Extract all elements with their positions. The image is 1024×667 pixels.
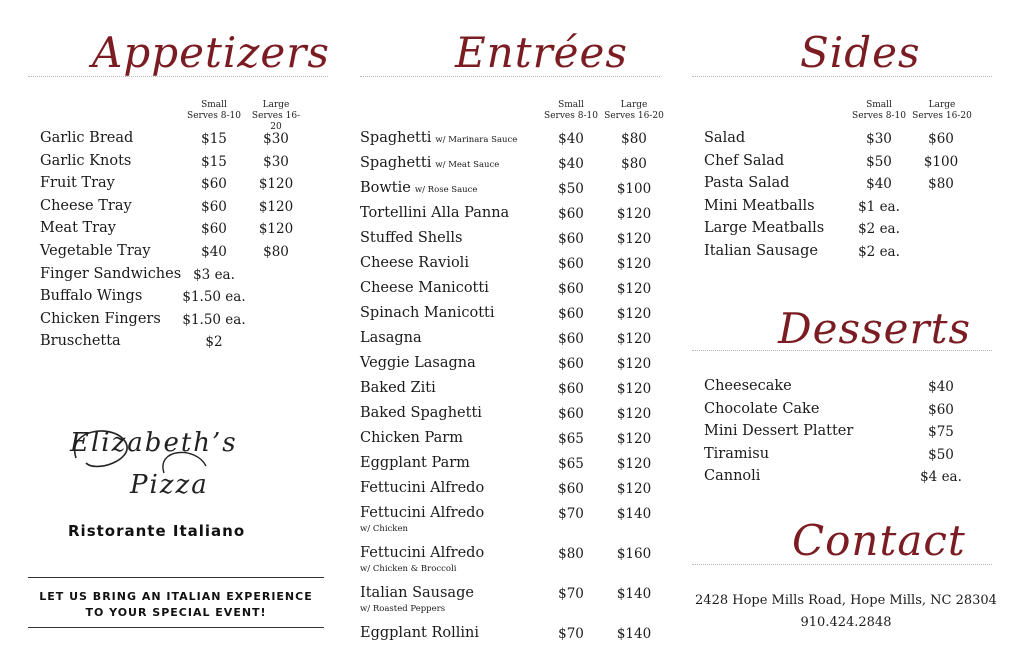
entree-small-price: $60 [558, 256, 584, 272]
entree-item [360, 255, 469, 271]
entree-large-price: $80 [621, 131, 647, 147]
sides-divider [692, 76, 992, 77]
entree-small-price: $60 [558, 281, 584, 297]
desserts-heading: Desserts [778, 304, 972, 353]
entree-item [360, 155, 499, 171]
appetizer-large-price: $80 [263, 244, 289, 260]
entree-subnote: w/ Chicken & Broccoli [360, 564, 457, 574]
entree-small-price: $65 [558, 431, 584, 447]
entree-name: Stuffed Shells [360, 230, 463, 246]
entree-small-price: $70 [558, 506, 584, 522]
entree-name: Eggplant Parm [360, 455, 470, 471]
entree-name: Tortellini Alla Panna [360, 205, 510, 221]
side-name: Mini Meatballs [704, 197, 815, 214]
entree-small-price: $60 [558, 306, 584, 322]
entree-note: w/ Marinara Sauce [435, 135, 518, 145]
entree-item [360, 505, 484, 521]
entree-large-price: $140 [616, 626, 652, 642]
appetizers-divider [28, 76, 328, 77]
appetizer-small-price: $15 [201, 153, 227, 170]
entree-item [360, 355, 476, 371]
dessert-price: $40 [928, 379, 954, 395]
dessert-name: Mini Dessert Platter [704, 423, 854, 440]
entree-item [360, 180, 477, 196]
appetizer-small-price: $15 [201, 131, 227, 147]
appetizer-name: Garlic Knots [40, 152, 132, 169]
tagline-line-1: LET US BRING AN ITALIAN EXPERIENCE [39, 590, 313, 603]
entree-name: Cheese Ravioli [360, 255, 469, 271]
entree-name: Lasagna [360, 330, 422, 346]
entree-large-price: $120 [616, 481, 652, 497]
entree-large-price: $120 [616, 406, 652, 422]
logo-line-ristorante: Ristorante Italiano [68, 522, 246, 540]
side-small-price: $50 [866, 153, 892, 170]
side-small-price: $1 ea. [858, 198, 900, 215]
entree-name: Spaghetti [360, 130, 432, 146]
entree-item [360, 205, 509, 221]
entree-name: Fettucini Alfredo [360, 480, 485, 496]
entree-item [360, 280, 489, 296]
appetizer-large-price: $120 [258, 176, 294, 193]
appetizer-name: Vegetable Tray [40, 243, 151, 259]
entree-small-price: $70 [558, 586, 584, 602]
appetizer-name: Garlic Bread [40, 130, 134, 146]
entree-large-price: $120 [616, 381, 652, 397]
entree-large-price: $120 [616, 206, 652, 222]
entree-item [360, 545, 484, 561]
entree-name: Bowtie [360, 180, 411, 196]
side-large-price: $80 [928, 176, 954, 193]
entree-small-price: $70 [558, 626, 584, 642]
entrees-heading: Entrées [455, 28, 628, 77]
appetizer-name: Buffalo Wings [40, 288, 143, 305]
dessert-price: $50 [928, 446, 954, 463]
side-name: Chef Salad [704, 152, 785, 169]
side-large-price: $100 [923, 153, 959, 170]
entree-large-price: $120 [616, 231, 652, 247]
side-small-price: $40 [866, 176, 892, 193]
entree-subnote: w/ Chicken [360, 524, 408, 534]
entree-large-price: $120 [616, 306, 652, 322]
dessert-name: Chocolate Cake [704, 400, 820, 417]
side-small-price: $2 ea. [858, 244, 900, 260]
entree-name: Fettucini Alfredo [360, 545, 485, 561]
appetizer-small-price: $2 [205, 334, 223, 351]
appetizers-heading: Appetizers [92, 28, 330, 77]
appetizer-small-price: $40 [201, 244, 227, 260]
entree-small-price: $60 [558, 231, 584, 247]
entree-small-price: $60 [558, 481, 584, 497]
contact-address: 2428 Hope Mills Road, Hope Mills, NC 28304 [695, 593, 997, 608]
entree-small-price: $65 [558, 456, 584, 472]
tagline-bottom-rule [28, 627, 324, 628]
dessert-name: Tiramisu [704, 445, 770, 462]
entree-name: Cheese Manicotti [360, 280, 489, 296]
entree-large-price: $100 [616, 181, 652, 197]
side-large-price: $60 [928, 131, 954, 147]
entree-item [360, 455, 470, 471]
contact-heading: Contact [792, 516, 966, 565]
entree-name: Baked Ziti [360, 380, 436, 396]
side-name: Large Meatballs [704, 220, 825, 237]
dessert-name: Cheesecake [704, 378, 792, 394]
appetizer-name: Meat Tray [40, 220, 116, 237]
entree-large-price: $80 [621, 156, 647, 172]
entree-item [360, 130, 517, 146]
entree-large-price: $120 [616, 331, 652, 347]
logo-line-pizza: Pizza [130, 470, 209, 500]
side-small-price: $30 [866, 131, 892, 147]
appetizer-name: Finger Sandwiches [40, 265, 182, 282]
entree-item [360, 625, 479, 641]
entree-name: Chicken Parm [360, 430, 463, 446]
appetizer-large-price: $120 [258, 198, 294, 215]
entrees-large-header: Large Serves 16-20 [604, 100, 664, 121]
entree-large-price: $160 [616, 546, 652, 562]
entree-large-price: $120 [616, 256, 652, 272]
entree-name: Italian Sausage [360, 585, 474, 601]
logo-line-elizabeths: Elizabeth’s [70, 428, 238, 458]
appetizer-small-price: $60 [201, 176, 227, 193]
entree-item [360, 380, 436, 396]
entree-large-price: $120 [616, 456, 652, 472]
entree-item [360, 330, 422, 346]
appetizer-small-price: $3 ea. [193, 266, 235, 283]
desserts-divider [692, 350, 992, 351]
tagline-top-rule [28, 577, 324, 578]
entree-small-price: $40 [558, 156, 584, 172]
entree-item [360, 480, 484, 496]
appetizer-large-price: $30 [263, 153, 289, 170]
entree-item [360, 230, 462, 246]
contact-phone: 910.424.2848 [800, 615, 892, 630]
entrees-small-header: Small Serves 8-10 [544, 100, 598, 121]
entree-small-price: $50 [558, 181, 584, 197]
dessert-price: $60 [928, 401, 954, 418]
entree-small-price: $40 [558, 131, 584, 147]
entree-item [360, 585, 474, 601]
entree-note: w/ Rose Sauce [414, 185, 478, 195]
appetizer-name: Chicken Fingers [40, 310, 161, 327]
entree-name: Spinach Manicotti [360, 305, 495, 321]
entrees-divider [360, 76, 660, 77]
entree-small-price: $60 [558, 356, 584, 372]
appetizer-small-price: $60 [201, 198, 227, 215]
dessert-price: $4 ea. [920, 469, 962, 486]
entree-item [360, 405, 482, 421]
appetizer-small-price: $1.50 ea. [182, 289, 246, 306]
entree-name: Spaghetti [360, 155, 432, 171]
entree-large-price: $120 [616, 281, 652, 297]
entree-note: w/ Meat Sauce [435, 160, 500, 170]
entree-name: Eggplant Rollini [360, 625, 480, 641]
contact-divider [692, 564, 992, 565]
entree-item [360, 305, 495, 321]
sides-large-header: Large Serves 16-20 [912, 100, 972, 121]
appetizer-small-price: $60 [201, 221, 227, 238]
dessert-price: $75 [928, 424, 954, 441]
appetizer-name: Fruit Tray [40, 175, 115, 192]
side-name: Salad [704, 130, 746, 146]
appetizer-large-price: $120 [258, 221, 294, 238]
side-name: Italian Sausage [704, 243, 818, 259]
entree-large-price: $120 [616, 431, 652, 447]
entree-large-price: $140 [616, 506, 652, 522]
entree-subnote: w/ Roasted Peppers [360, 604, 446, 614]
sides-small-header: Small Serves 8-10 [852, 100, 906, 121]
appetizer-small-price: $1.50 ea. [182, 311, 246, 328]
side-small-price: $2 ea. [858, 221, 900, 238]
appetizer-name: Bruschetta [40, 333, 121, 350]
entree-large-price: $120 [616, 356, 652, 372]
appetizer-name: Cheese Tray [40, 197, 132, 214]
appetizers-small-header: Small Serves 8-10 [187, 100, 241, 121]
entree-small-price: $60 [558, 381, 584, 397]
entree-small-price: $60 [558, 331, 584, 347]
sides-heading: Sides [800, 28, 921, 77]
dessert-name: Cannoli [704, 468, 761, 485]
entree-name: Baked Spaghetti [360, 405, 482, 421]
entree-item [360, 430, 463, 446]
entree-small-price: $60 [558, 406, 584, 422]
tagline-line-2: TO YOUR SPECIAL EVENT! [85, 606, 267, 619]
appetizers-large-header: Large Serves 16-20 [251, 100, 301, 132]
entree-name: Fettucini Alfredo [360, 505, 485, 521]
side-name: Pasta Salad [704, 175, 790, 192]
entree-small-price: $60 [558, 206, 584, 222]
appetizer-large-price: $30 [263, 131, 289, 147]
entree-small-price: $80 [558, 546, 584, 562]
entree-name: Veggie Lasagna [360, 355, 476, 371]
entree-large-price: $140 [616, 586, 652, 602]
